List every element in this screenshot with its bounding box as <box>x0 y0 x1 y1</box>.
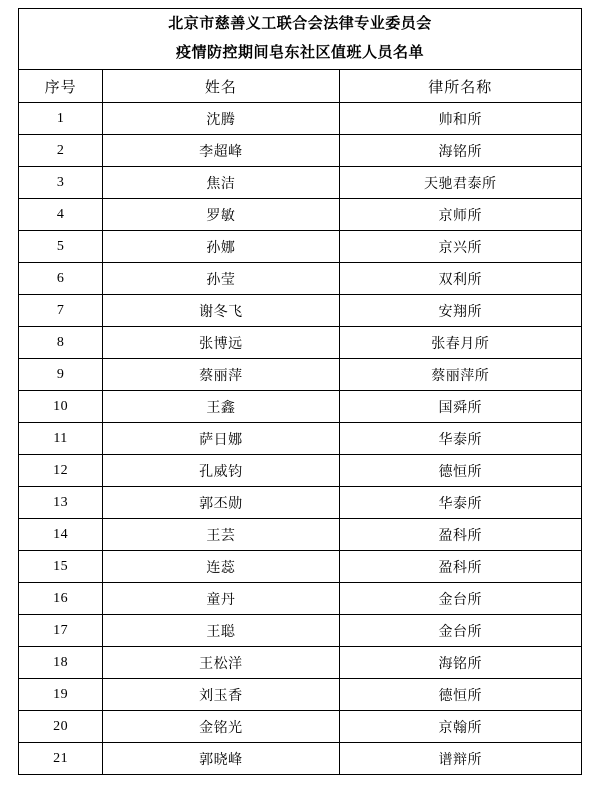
table-row <box>19 455 582 487</box>
table-row <box>19 487 582 519</box>
cell-index: 6 <box>19 263 103 295</box>
cell-name: 李超峰 <box>103 135 339 167</box>
table-row <box>19 359 582 391</box>
cell-firm: 双利所 <box>339 263 581 295</box>
cell-firm: 京翰所 <box>339 711 581 743</box>
cell-index: 15 <box>19 551 103 583</box>
cell-firm: 金台所 <box>339 615 581 647</box>
cell-firm: 德恒所 <box>339 679 581 711</box>
cell-index: 2 <box>19 135 103 167</box>
cell-index: 14 <box>19 519 103 551</box>
cell-index: 5 <box>19 231 103 263</box>
cell-firm: 华泰所 <box>339 487 581 519</box>
cell-name: 蔡丽萍 <box>103 359 339 391</box>
table-row <box>19 135 582 167</box>
cell-firm: 盈科所 <box>339 551 581 583</box>
cell-index: 7 <box>19 295 103 327</box>
cell-index: 4 <box>19 199 103 231</box>
table-row <box>19 167 582 199</box>
title-line-1: 北京市慈善义工联合会法律专业委员会 <box>168 16 432 32</box>
cell-index: 3 <box>19 167 103 199</box>
table-row <box>19 743 582 775</box>
cell-firm: 华泰所 <box>339 423 581 455</box>
cell-index: 16 <box>19 583 103 615</box>
table-row <box>19 231 582 263</box>
cell-firm: 天驰君泰所 <box>339 167 581 199</box>
duty-roster-table <box>18 8 582 775</box>
cell-firm: 谱辩所 <box>339 743 581 775</box>
cell-name: 王松洋 <box>103 647 339 679</box>
cell-firm: 海铭所 <box>339 647 581 679</box>
cell-firm: 安翔所 <box>339 295 581 327</box>
cell-index: 10 <box>19 391 103 423</box>
cell-name: 萨日娜 <box>103 423 339 455</box>
cell-name: 郭晓峰 <box>103 743 339 775</box>
cell-index: 8 <box>19 327 103 359</box>
cell-firm: 张春月所 <box>339 327 581 359</box>
table-row <box>19 679 582 711</box>
cell-name: 郭丕勋 <box>103 487 339 519</box>
cell-index: 18 <box>19 647 103 679</box>
cell-index: 21 <box>19 743 103 775</box>
table-row <box>19 391 582 423</box>
cell-firm: 德恒所 <box>339 455 581 487</box>
cell-index: 17 <box>19 615 103 647</box>
cell-index: 12 <box>19 455 103 487</box>
cell-name: 金铭光 <box>103 711 339 743</box>
table-row <box>19 519 582 551</box>
cell-name: 张博远 <box>103 327 339 359</box>
cell-firm: 帅和所 <box>339 103 581 135</box>
cell-name: 王芸 <box>103 519 339 551</box>
cell-name: 谢冬飞 <box>103 295 339 327</box>
table-row <box>19 583 582 615</box>
cell-name: 王聪 <box>103 615 339 647</box>
cell-firm: 海铭所 <box>339 135 581 167</box>
cell-firm: 金台所 <box>339 583 581 615</box>
cell-name: 童丹 <box>103 583 339 615</box>
cell-index: 19 <box>19 679 103 711</box>
table-row <box>19 103 582 135</box>
cell-index: 20 <box>19 711 103 743</box>
cell-name: 罗敏 <box>103 199 339 231</box>
cell-firm: 盈科所 <box>339 519 581 551</box>
table-row <box>19 295 582 327</box>
cell-firm: 京兴所 <box>339 231 581 263</box>
table-row <box>19 423 582 455</box>
table-row <box>19 711 582 743</box>
table-row <box>19 551 582 583</box>
cell-index: 9 <box>19 359 103 391</box>
column-header-firm: 律所名称 <box>339 70 581 103</box>
table-row <box>19 199 582 231</box>
table-row <box>19 327 582 359</box>
cell-index: 11 <box>19 423 103 455</box>
cell-name: 沈腾 <box>103 103 339 135</box>
cell-name: 王鑫 <box>103 391 339 423</box>
table-row <box>19 647 582 679</box>
table-header-row <box>19 70 582 103</box>
document-title <box>19 9 582 70</box>
cell-name: 孙莹 <box>103 263 339 295</box>
title-line-2: 疫情防控期间皂东社区值班人员名单 <box>175 45 424 61</box>
cell-name: 孙娜 <box>103 231 339 263</box>
table-row <box>19 263 582 295</box>
cell-name: 焦洁 <box>103 167 339 199</box>
cell-firm: 蔡丽萍所 <box>339 359 581 391</box>
cell-name: 孔威钧 <box>103 455 339 487</box>
cell-name: 连蕊 <box>103 551 339 583</box>
cell-firm: 国舜所 <box>339 391 581 423</box>
cell-index: 13 <box>19 487 103 519</box>
table-row <box>19 615 582 647</box>
cell-name: 刘玉香 <box>103 679 339 711</box>
column-header-name: 姓名 <box>103 70 339 103</box>
cell-firm: 京师所 <box>339 199 581 231</box>
title-row <box>19 9 582 70</box>
cell-index: 1 <box>19 103 103 135</box>
column-header-index: 序号 <box>19 70 103 103</box>
